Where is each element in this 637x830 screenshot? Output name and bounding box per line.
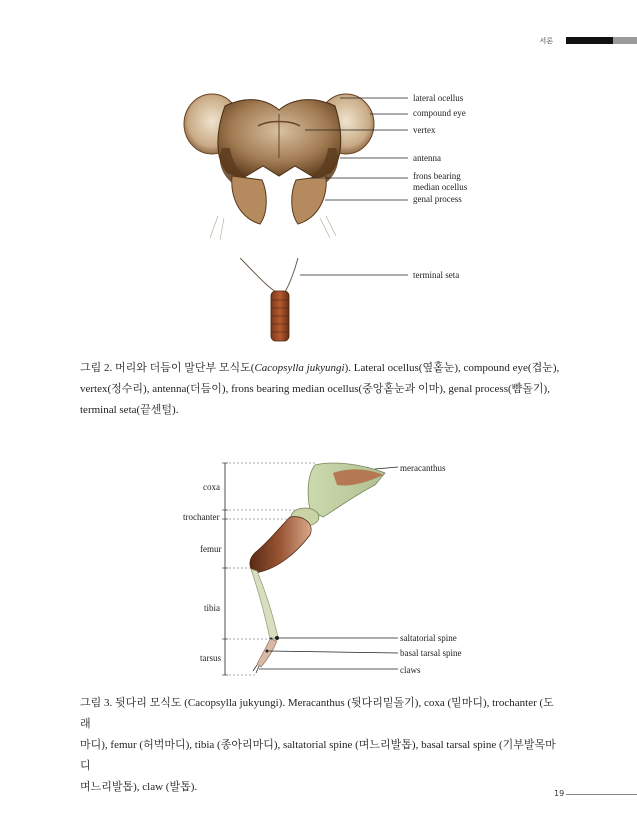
figure2-caption bbox=[80, 358, 562, 421]
label-median-ocellus: median ocellus bbox=[413, 182, 468, 192]
label-vertex: vertex bbox=[413, 125, 436, 135]
caption2-species: Cacopsylla jukyungi bbox=[254, 362, 345, 374]
hind-leg-illustration bbox=[215, 455, 415, 680]
caption3-line2: 마디), femur (허벅마디), tibia (종아리마디), saltatorial spine (며느리발톱), basal tarsal spine (기부발목마디 bbox=[80, 739, 556, 772]
label-trochanter: trochanter bbox=[183, 512, 220, 522]
label-coxa: coxa bbox=[203, 482, 220, 492]
caption2-prefix: 그림 2. 머리와 더듬이 말단부 모식도( bbox=[80, 362, 255, 374]
header-bar-gray bbox=[613, 37, 637, 44]
caption3-line1: 그림 3. 뒷다리 모식도 (Cacopsylla jukyungi). Meracanthus (뒷다리밑돌기), coxa (밑마디), trochanter (도래 bbox=[80, 697, 554, 730]
label-saltatorial-spine: saltatorial spine bbox=[400, 633, 457, 643]
figure3-caption bbox=[80, 693, 565, 798]
header-bar bbox=[566, 37, 613, 44]
caption3-line3: 며느리발톱), claw (발톱). bbox=[80, 781, 198, 793]
label-antenna: antenna bbox=[413, 153, 441, 163]
femur-shape bbox=[250, 517, 311, 573]
caption2-line3: terminal seta(끝센털). bbox=[80, 404, 179, 416]
caption2-line2: vertex(정수리), antenna(더듬이), frons bearing median ocellus(중앙홑눈과 이마), genal process(뺨돌기), bbox=[80, 383, 550, 395]
label-basal-tarsal-spine: basal tarsal spine bbox=[400, 648, 462, 658]
page-number: 19 bbox=[554, 789, 565, 798]
caption2-line1-rest: ). Lateral ocellus(옆홑눈), compound eye(겹눈), bbox=[344, 362, 560, 374]
tarsus-shape bbox=[257, 639, 277, 667]
label-compound-eye: compound eye bbox=[413, 108, 466, 118]
label-claws: claws bbox=[400, 665, 421, 675]
label-lateral-ocellus: lateral ocellus bbox=[413, 93, 464, 103]
label-tarsus: tarsus bbox=[200, 653, 221, 663]
label-terminal-seta: terminal seta bbox=[413, 270, 460, 280]
label-tibia: tibia bbox=[204, 603, 220, 613]
tibia-shape bbox=[251, 569, 278, 639]
label-meracanthus: meracanthus bbox=[400, 463, 446, 473]
footer-line bbox=[566, 794, 637, 795]
figure2-leader-lines bbox=[230, 90, 420, 290]
label-femur: femur bbox=[200, 544, 222, 554]
label-frons-bearing: frons bearing bbox=[413, 171, 461, 181]
section-label: 서론 bbox=[539, 37, 553, 45]
label-genal-process: genal process bbox=[413, 194, 462, 204]
